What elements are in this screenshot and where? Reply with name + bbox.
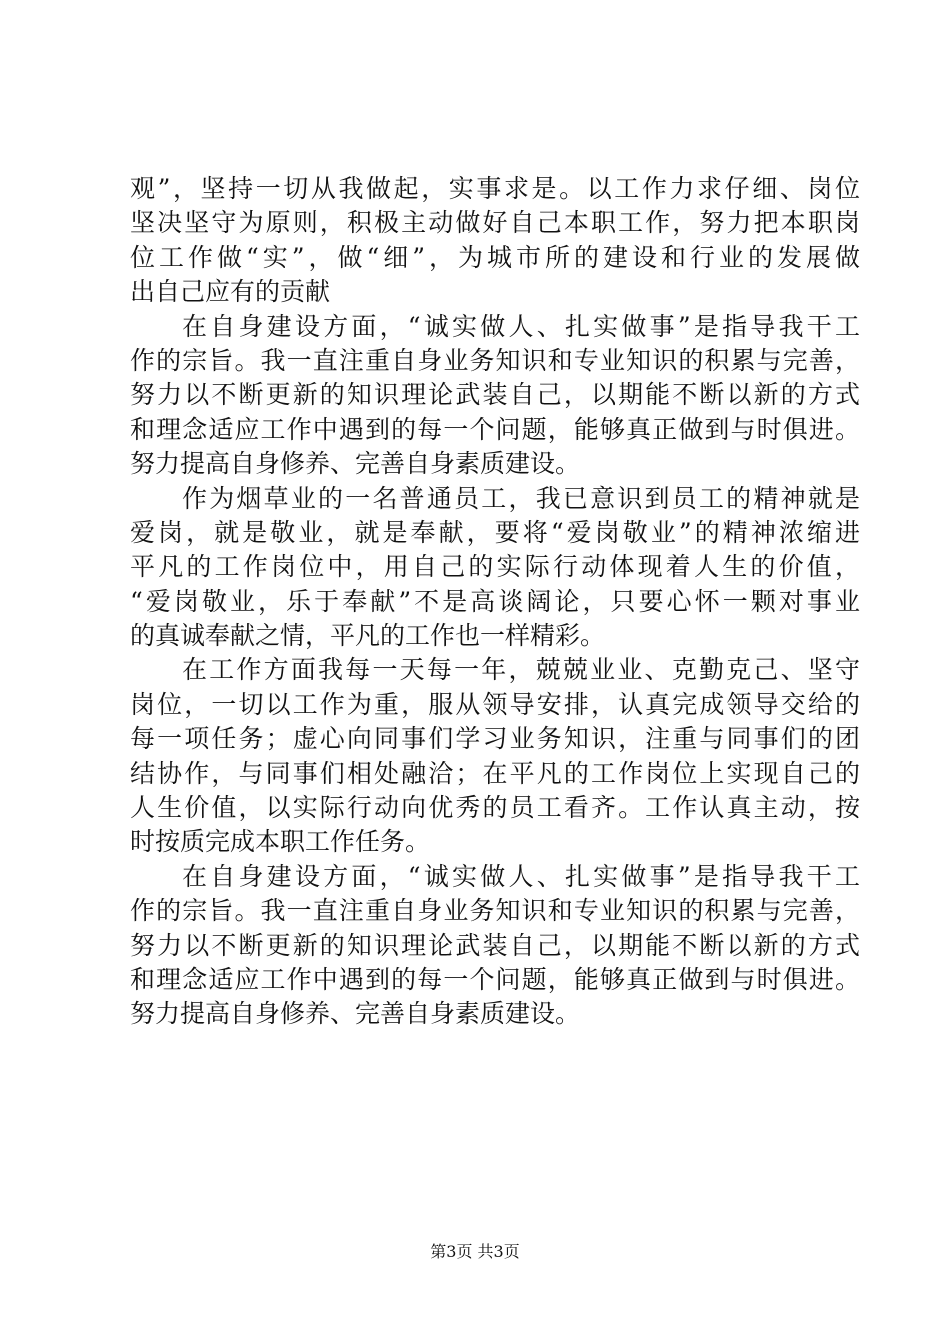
text-line: 在工作方面我每一天每一年，兢兢业业、克勤克己、坚守	[182, 655, 860, 685]
text-line: 坚决坚守为原则，积极主动做好自己本职工作，努力把本职岗	[130, 208, 860, 238]
text-line: “爱岗敬业，乐于奉献”不是高谈阔论，只要心怀一颗对事业	[130, 586, 860, 616]
text-line: 和理念适应工作中遇到的每一个问题，能够真正做到与时俱进。	[130, 414, 860, 444]
text-line: 的真诚奉献之情，平凡的工作也一样精彩。	[130, 621, 606, 651]
text-line: 观”，坚持一切从我做起，实事求是。以工作力求仔细、岗位	[130, 174, 860, 203]
text-line: 和理念适应工作中遇到的每一个问题，能够真正做到与时俱进。	[130, 964, 860, 994]
text-line: 平凡的工作岗位中，用自己的实际行动体现着人生的价值，	[130, 552, 860, 582]
text-line: 努力提高自身修养、完善自身素质建设。	[130, 449, 581, 479]
text-line: 作的宗旨。我一直注重自身业务知识和专业知识的积累与完善，	[130, 345, 860, 375]
text-line: 作的宗旨。我一直注重自身业务知识和专业知识的积累与完善，	[130, 896, 860, 926]
text-line: 人生价值，以实际行动向优秀的员工看齐。工作认真主动，按	[130, 793, 860, 823]
text-line: 出自己应有的贡献	[130, 277, 331, 307]
text-line: 努力提高自身修养、完善自身素质建设。	[130, 999, 581, 1029]
text-line: 努力以不断更新的知识理论武装自己，以期能不断以新的方式	[130, 930, 860, 960]
text-line: 努力以不断更新的知识理论武装自己，以期能不断以新的方式	[130, 380, 860, 410]
document-body	[130, 172, 860, 1032]
text-line: 爱岗，就是敬业，就是奉献，要将“爱岗敬业”的精神浓缩进	[130, 517, 860, 547]
text-line: 在自身建设方面，“诚实做人、扎实做事”是指导我干工	[182, 861, 860, 891]
text-line: 结协作，与同事们相处融洽；在平凡的工作岗位上实现自己的	[130, 758, 860, 788]
text-line: 位工作做“实”，做“细”，为城市所的建设和行业的发展做	[130, 242, 860, 272]
text-line: 岗位，一切以工作为重，服从领导安排，认真完成领导交给的	[130, 689, 860, 719]
text-line: 时按质完成本职工作任务。	[130, 827, 431, 857]
text-line: 作为烟草业的一名普通员工，我已意识到员工的精神就是	[182, 483, 860, 513]
text-line: 在自身建设方面，“诚实做人、扎实做事”是指导我干工	[182, 311, 860, 341]
page-number-footer: 第3页 共3页	[430, 1242, 520, 1261]
text-line: 每一项任务；虚心向同事们学习业务知识，注重与同事们的团	[130, 724, 860, 754]
